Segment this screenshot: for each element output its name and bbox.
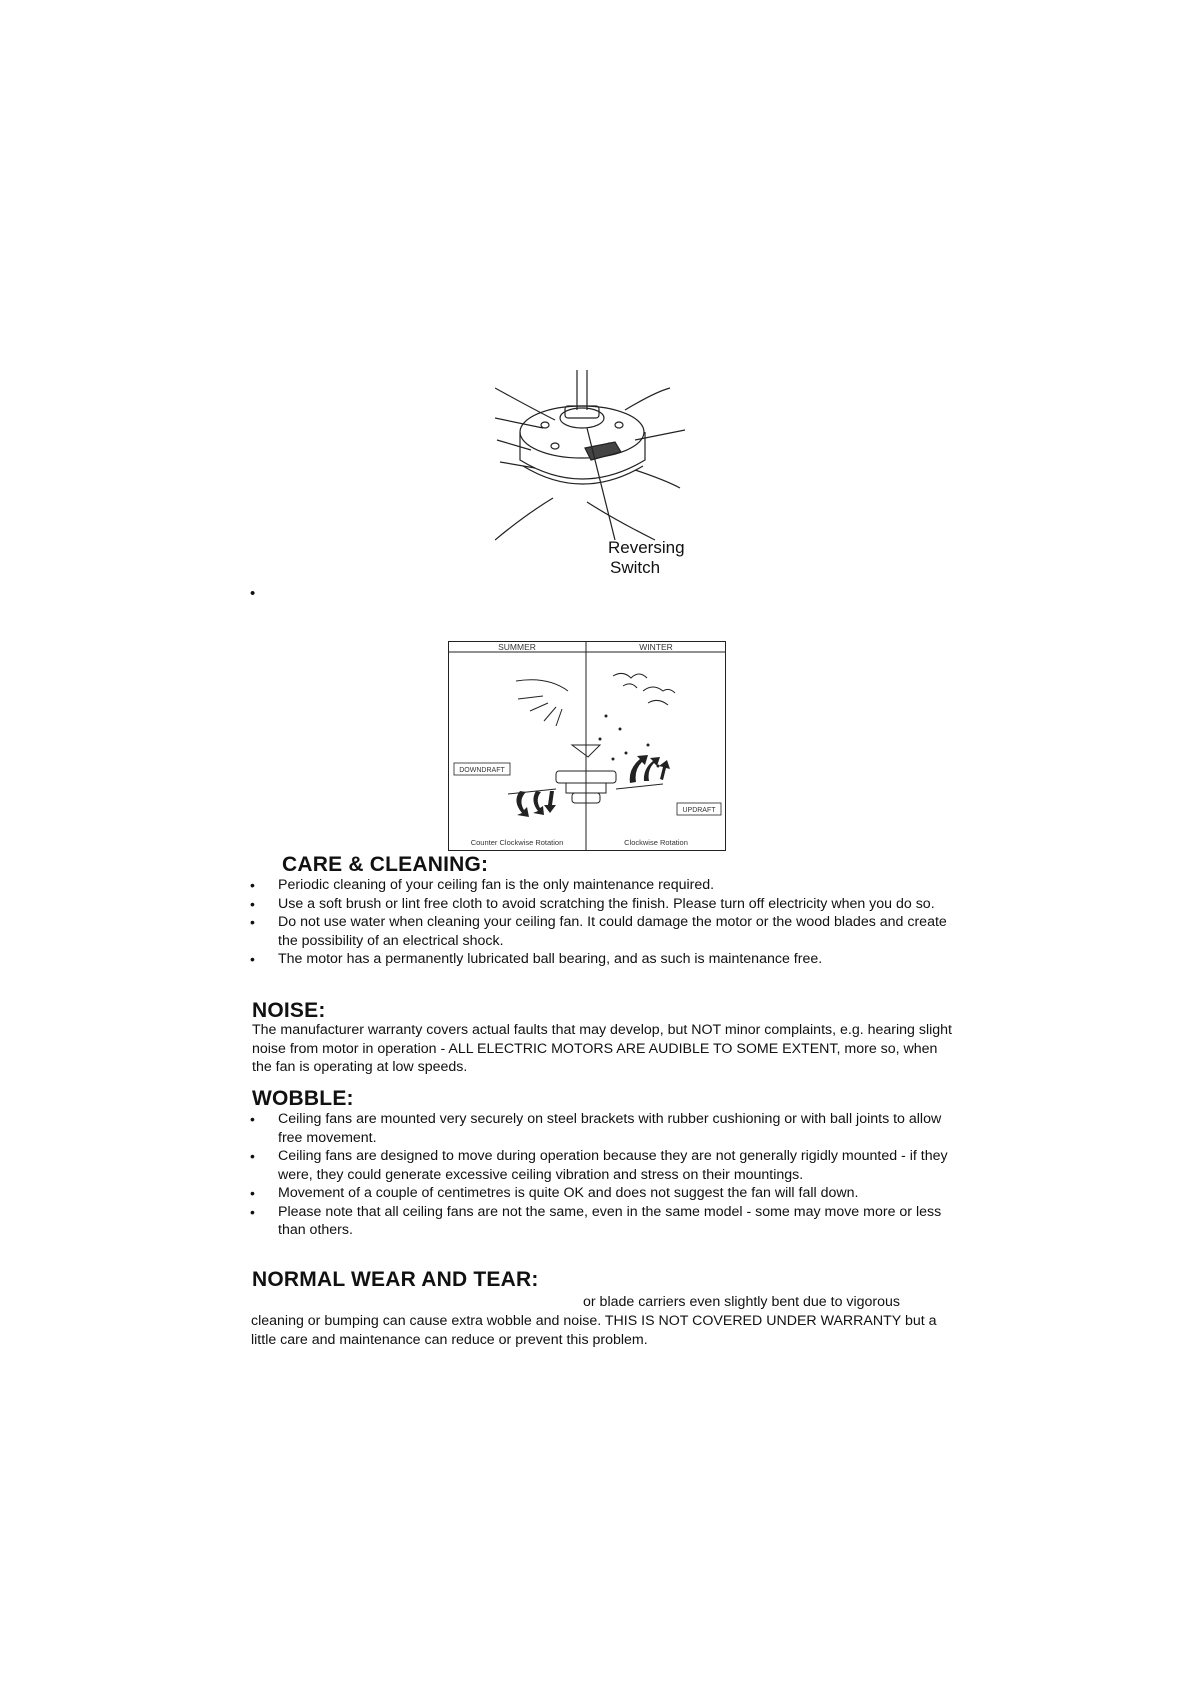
list-item: • Please note that all ceiling fans are not the same, even in the same model - some may move more or less than others. xyxy=(250,1203,950,1240)
wear-tear-paragraph: cleaning or bumping can cause extra wobble and noise. THIS IS NOT COVERED UNDER WARRANTY but a little care and maintenance can reduce or prevent this problem. xyxy=(251,1313,937,1348)
updraft-label: UPDRAFT xyxy=(682,807,716,814)
list-item: • The motor has a permanently lubricated ball bearing, and as such is maintenance free. xyxy=(250,950,950,969)
wobble-heading: WOBBLE: xyxy=(252,1087,354,1110)
list-item: • Do not use water when cleaning your ceiling fan. It could damage the motor or the wood blades and create the possibility of an electrical shock. xyxy=(250,913,950,950)
noise-heading: NOISE: xyxy=(252,999,326,1022)
summer-winter-diagram xyxy=(448,641,726,851)
empty-bullet: • xyxy=(250,585,256,602)
wear-tear-line1: or blade carriers even slightly bent due to vigorous xyxy=(583,1294,901,1310)
cw-label: Clockwise Rotation xyxy=(624,838,688,847)
list-item: • Periodic cleaning of your ceiling fan is the only maintenance required. xyxy=(250,876,950,895)
ccw-label: Counter Clockwise Rotation xyxy=(470,838,564,847)
seasonal-rotation-figure xyxy=(448,641,726,851)
wobble-list xyxy=(250,1110,950,1240)
list-item: • Ceiling fans are mounted very securely on steel brackets with rubber cushioning or with ball joints to allow free movement. xyxy=(250,1110,950,1147)
noise-paragraph: The manufacturer warranty covers actual faults that may develop, but NOT minor complaints, e.g. hearing slight noise from motor in operation - ALL ELECTRIC MOTORS ARE AUDIBLE TO SOME EXTENT, more so, when the fan is operating at low speeds. xyxy=(252,1022,952,1075)
list-item: • Ceiling fans are designed to move during operation because they are not generally rigidly mounted - if they were, they could generate excessive ceiling vibration and stress on their mountings. xyxy=(250,1147,950,1184)
winter-label: WINTER xyxy=(639,642,673,652)
reversing-switch-figure xyxy=(495,370,695,580)
summer-label: SUMMER xyxy=(498,642,536,652)
list-item: • Use a soft brush or lint free cloth to avoid scratching the finish. Please turn off electricity when you do so. xyxy=(250,895,950,914)
reversing-label-line1: Reversing xyxy=(608,538,685,557)
wear-tear-heading: NORMAL WEAR AND TEAR: xyxy=(252,1268,539,1291)
reversing-switch-label xyxy=(608,538,685,578)
list-item: • Movement of a couple of centimetres is quite OK and does not suggest the fan will fall down. xyxy=(250,1184,950,1203)
care-cleaning-heading: CARE & CLEANING: xyxy=(282,853,489,876)
care-cleaning-list xyxy=(250,876,950,969)
reversing-label-line2: Switch xyxy=(610,558,661,577)
downdraft-label: DOWNDRAFT xyxy=(459,767,505,774)
